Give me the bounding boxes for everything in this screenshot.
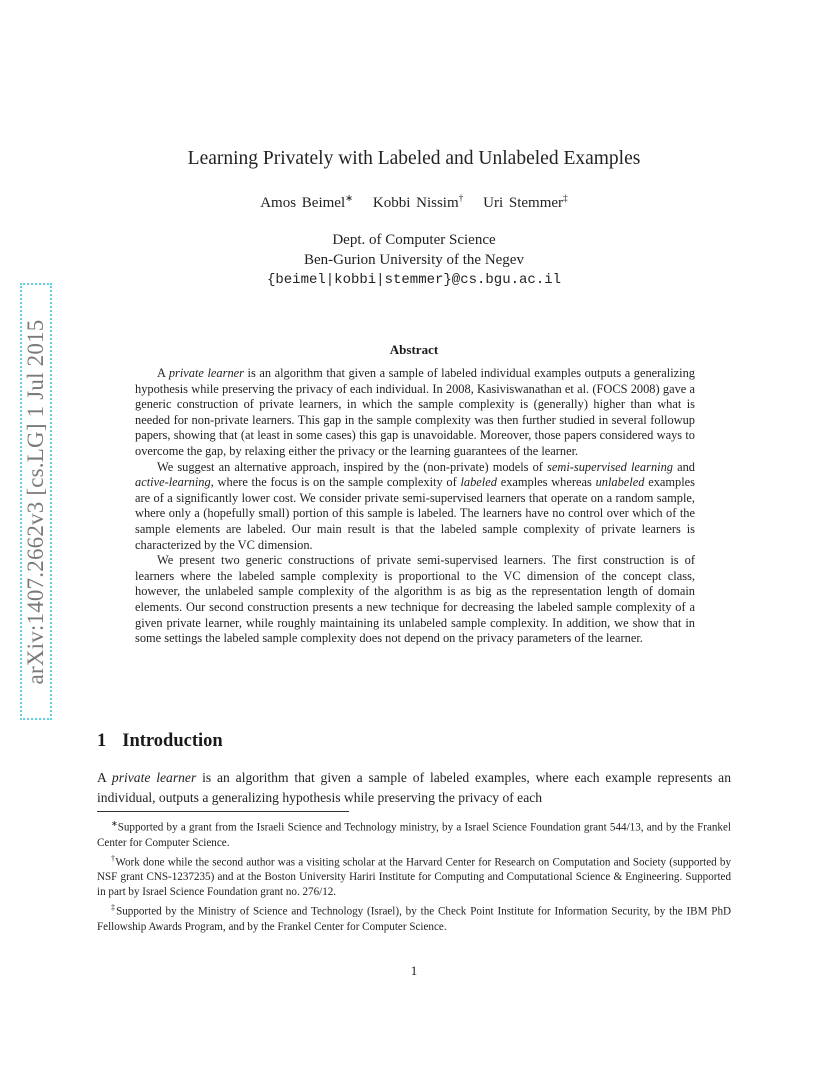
section-title: Introduction: [122, 731, 223, 751]
arxiv-id: arXiv:1407.2662v3 [cs.LG] 1 Jul 2015: [23, 319, 48, 684]
emphasis: unlabeled: [595, 475, 645, 490]
author-mark: ‡: [563, 194, 568, 204]
text-run: examples are of a significantly lower cost. We consider private semi-supervised learners that operate on a random sample, where only a (hopefully small) portion of this sample is labeled. The learners have no control over which of the sample elements are labeled. Our main result is that the labeled sample complexity of private learners is characterized by the VC dimension.: [135, 475, 695, 552]
abstract-body: [135, 366, 695, 647]
affiliation-university: Ben-Gurion University of the Negev: [304, 252, 524, 268]
abstract-paragraph: [135, 366, 695, 460]
author: [260, 195, 353, 211]
footnote-rule: [97, 811, 349, 812]
text-run: A: [157, 366, 169, 380]
text-run: and: [672, 459, 695, 474]
footnote-text: Work done while the second author was a visiting scholar at the Harvard Center for Research on Computation and Society (supported by NSF grant CNS-1237235) and at the Boston University Hariri Institute for Computing and Computational Science & Engineering. Supported in part by Israel Science Foundation grant no. 276/12.: [97, 856, 732, 899]
text-run: We suggest an alternative approach, inspired by the (non-private) models of: [157, 459, 548, 474]
author-name: Kobbi Nissim: [372, 195, 459, 211]
section-heading: [97, 731, 223, 752]
author-email: {beimel|kobbi|stemmer}@cs.bgu.ac.il: [266, 272, 562, 288]
author: [373, 195, 464, 211]
author-mark: ∗: [345, 194, 354, 204]
intro-paragraph: [97, 768, 731, 808]
text-run: is an algorithm that given a sample of labeled individual examples outputs a generalizing hypothesis while preserving the privacy of each individual. In 2008, Kasiviswanathan et al. (FOCS 2008) gave a generic construction of private learners, in which the sample complexity is (generally) higher than what is needed for non-private learners. This gap in the sample complexity was then further studied in several followup papers, showing that (at least in some cases) this gap is unavoidable. Moreover, those papers considered ways to overcome the gap, by relaxing either the privacy or the learning guarantees of the learner.: [135, 366, 695, 458]
affiliation-dept: Dept. of Computer Science: [332, 232, 496, 248]
emphasis: active-learning: [135, 475, 211, 490]
affiliation: [0, 230, 828, 290]
footnote: [97, 816, 731, 851]
abstract-paragraph: We present two generic constructions of private semi-supervised learners. The first construction is of learners where the labeled sample complexity is proportional to the VC dimension of the concept class, however, the unlabeled sample complexity of the algorithm is as big as the representation length of domain elements. Our second construction presents a new technique for decreasing the labeled sample complexity of a given private learner, while roughly maintaining its unlabeled sample complexity. In addition, we show that in some settings the labeled sample complexity does not depend on the privacy parameters of the learner.: [135, 553, 695, 646]
emphasis: private learner: [168, 366, 244, 380]
emphasis: semi-supervised learning: [547, 459, 673, 474]
page-number: 1: [410, 963, 418, 978]
author-list: [0, 193, 828, 212]
footnote: [97, 851, 731, 901]
footnote-mark: ∗: [111, 819, 118, 828]
author-name: Amos Beimel: [260, 195, 346, 211]
text-run: A: [97, 770, 112, 785]
footnote: [97, 900, 731, 935]
text-run: examples whereas: [496, 475, 596, 490]
abstract-paragraph: [135, 460, 695, 554]
emphasis: labeled: [460, 475, 497, 490]
text-run: , where the focus is on the sample complexity of: [210, 475, 461, 490]
footnotes: [97, 816, 731, 935]
footnote-mark: †: [111, 853, 116, 863]
author-name: Uri Stemmer: [483, 195, 564, 211]
abstract-heading: Abstract: [389, 342, 439, 357]
section-number: 1: [97, 731, 107, 751]
author: [483, 195, 568, 211]
text-run: is an algorithm that given a sample of labeled examples, where each example represents an individual, outputs a generalizing hypothesis while preserving the privacy of each: [97, 770, 732, 805]
footnote-text: Supported by the Ministry of Science and Technology (Israel), by the Check Point Institute for Information Security, by the IBM PhD Fellowship Awards Program, and by the Frankel Center for Computer Science.: [97, 906, 731, 934]
emphasis: private learner: [111, 770, 197, 785]
paper-title: Learning Privately with Labeled and Unlabeled Examples: [187, 148, 641, 169]
footnote-mark: ‡: [111, 903, 117, 913]
author-mark: †: [458, 194, 464, 204]
footnote-text: Supported by a grant from the Israeli Science and Technology ministry, by a Israel Science Foundation grant 544/13, and by the Frankel Center for Computer Science.: [97, 821, 731, 849]
